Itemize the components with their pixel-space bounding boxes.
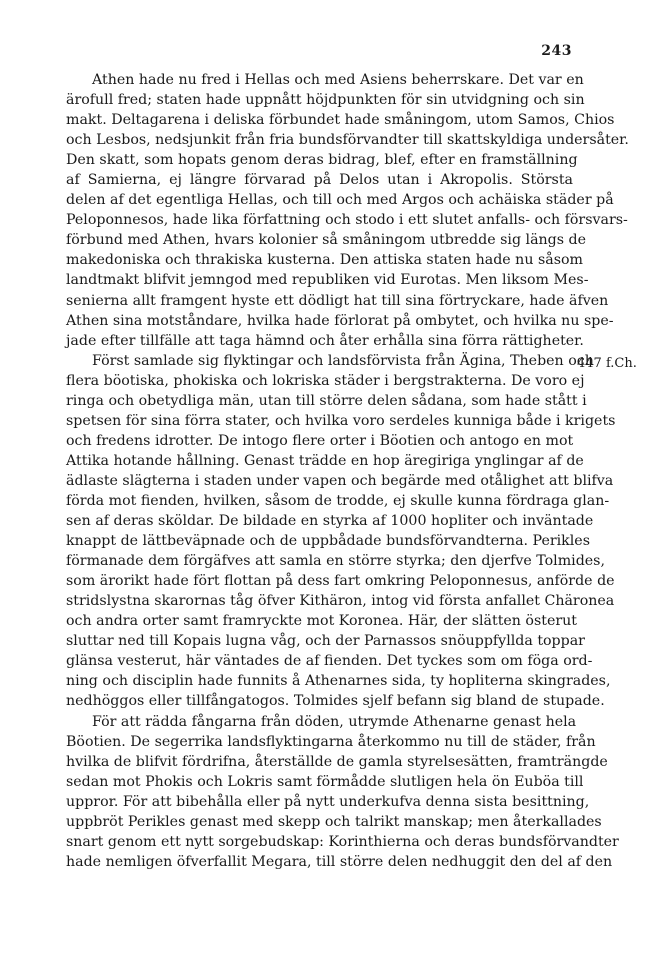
text-line: flera böotiska, phokiska och lokriska städer i bergstrakterna. De voro ej	[66, 372, 585, 389]
text-line: förda mot fienden, hvilken, såsom de trodde, ej skulle kunna fördraga glan-	[66, 492, 610, 509]
text-line: stridslystna skarornas tåg öfver Kithäron, intog vid första anfallet Chäronea	[66, 593, 615, 610]
text-line: förbund med Athen, hvars kolonier så småningom utbredde sig längs de	[66, 232, 587, 249]
text-line: senierna allt framgent hyste ett dödligt hat till sina förtryckare, hade äfven	[66, 292, 609, 309]
text-line: och andra orter samt framryckte mot Koronea. Här, der slätten österut	[66, 613, 577, 630]
text-line: Den skatt, som hopats genom deras bidrag, blef, efter en framställning	[66, 152, 578, 169]
text-line: hade nemligen öfverfallit Megara, till större delen nedhuggit den del af den	[66, 853, 613, 870]
text-line: sedan mot Phokis och Lokris samt förmådde slutligen hela ön Euböa till	[66, 773, 584, 790]
page-number: 243	[541, 43, 572, 59]
text-line: jade efter tillfälle att taga hämnd och åter erhålla sina förra rättigheter.	[66, 332, 584, 349]
text-line: Athen sina motståndare, hvilka hade förlorat på ombytet, och hvilka nu spe-	[66, 312, 614, 329]
text-line: Först samlade sig flyktingar och landsförvista från Ägina, Theben och	[92, 352, 594, 369]
text-line: makedoniska och thrakiska kusterna. Den attiska staten hade nu såsom	[66, 252, 583, 269]
text-line: sen af deras sköldar. De bildade en styrka af 1000 hopliter och inväntade	[66, 513, 594, 530]
text-line: knappt de lättbeväpnade och de uppbådade bundsförvandterna. Perikles	[66, 533, 590, 550]
paragraph-1	[66, 70, 629, 351]
text-line: ärofull fred; staten hade uppnått höjdpunkten för sin utvidgning och sin	[66, 92, 585, 109]
text-line: Böotien. De segerrika landsflyktingarna återkommo nu till de städer, från	[66, 733, 596, 750]
text-line: landtmakt blifvit jemngod med republiken vid Eurotas. Men liksom Mes-	[66, 272, 589, 289]
text-line: nedhöggos eller tillfångatogos. Tolmides sjelf befann sig bland de stupade.	[66, 693, 605, 710]
text-line: Peloponnesos, hade lika författning och stodo i ett slutet anfalls- och försvars-	[66, 212, 628, 229]
text-line: uppbröt Perikles genast med skepp och talrikt manskap; men återkallades	[66, 813, 602, 830]
text-line: ringa och obetydliga män, utan till större delen sådana, som hade stått i	[66, 392, 587, 409]
text-line: delen af det egentliga Hellas, och till och med Argos och achäiska städer på	[66, 192, 614, 209]
text-line: sluttar ned till Kopais lugna våg, och der Parnassos snöuppfyllda toppar	[66, 633, 585, 650]
text-line: uppror. För att bibehålla eller på nytt underkufva denna sista besittning,	[66, 793, 590, 810]
marginal-date-note: 447 f.Ch.	[577, 356, 637, 371]
text-line: snart genom ett nytt sorgebudskap: Korinthierna och deras bundsförvandter	[66, 833, 619, 850]
text-line: och Lesbos, nedsjunkit från fria bundsförvandter till skattskyldiga undersåter.	[66, 132, 629, 149]
text-line: glänsa vesterut, här väntades de af fienden. Det tyckes som om föga ord-	[66, 653, 593, 670]
text-line: Attika hotande hållning. Genast trädde en hop äregiriga ynglingar af de	[66, 452, 584, 469]
text-line: makt. Deltagarena i deliska förbundet hade småningom, utom Samos, Chios	[66, 112, 615, 129]
text-line: af Samierna, ej längre förvarad på Delos utan i Akropolis. Största	[66, 172, 573, 189]
text-line: förmanade dem förgäfves att samla en större styrka; den djerfve Tolmides,	[66, 553, 605, 570]
text-line: hvilka de blifvit fördrifna, återställde de gamla styrelsesätten, framträngde	[66, 753, 608, 770]
paragraph-3	[66, 712, 619, 872]
text-line: spetsen för sina förra stater, och hvilka voro serdeles kunniga både i krigets	[66, 412, 616, 429]
text-line: ning och disciplin hade funnits å Athenarnes sida, ty hopliterna skingrades,	[66, 673, 611, 690]
text-line: ädlaste slägterna i staden under vapen och begärde med otålighet att blifva	[66, 472, 614, 489]
text-line: och fredens idrotter. De intogo flere orter i Böotien och antogo en mot	[66, 432, 574, 449]
text-line: För att rädda fångarna från döden, utrymde Athenarne genast hela	[92, 713, 577, 730]
text-line: Athen hade nu fred i Hellas och med Asiens beherrskare. Det var en	[92, 72, 584, 88]
text-line: som ärorikt hade fört flottan på dess fart omkring Peloponnesus, anförde de	[66, 573, 615, 590]
